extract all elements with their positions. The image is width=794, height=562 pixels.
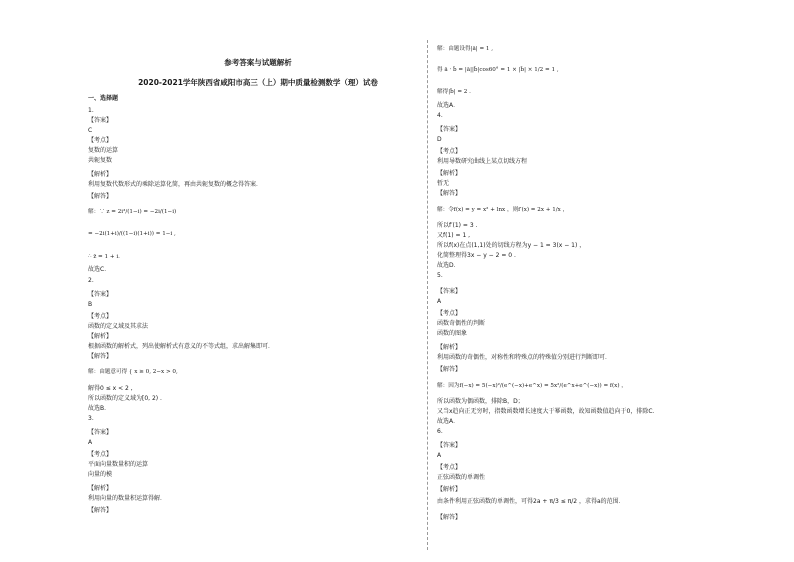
text-line: 化简整理得3x − y − 2 = 0 . bbox=[437, 252, 516, 259]
page-subtitle: 2020-2021学年陕西省咸阳市高三（上）期中质量检测数学（理）试卷 bbox=[138, 78, 378, 87]
text-line: 【答案】 bbox=[437, 126, 462, 133]
text-line: 函数奇偶性的判断 bbox=[437, 320, 486, 327]
text-line: 解：∵ z = 2i³/(1−i) = −2i/(1−i) bbox=[88, 209, 177, 215]
text-line: 所以函数的定义域为[0, 2) . bbox=[88, 395, 162, 402]
text-line: = −2i(1+i)/((1−i)(1+i)) = 1−i , bbox=[88, 231, 176, 237]
text-line: 解：由题设得|ā| = 1 , bbox=[437, 46, 494, 52]
text-line: 复数的运算 bbox=[88, 147, 119, 154]
text-line: 由条件利用正弦函数的单调性，可得2a + π/3 ≤ π/2 ，求得a的范围． bbox=[437, 498, 625, 505]
text-line: 共轭复数 bbox=[88, 157, 113, 164]
text-line: 故选B． bbox=[88, 405, 111, 412]
text-line: 【解答】 bbox=[437, 514, 462, 521]
text-line: 5. bbox=[437, 272, 443, 279]
text-line: A bbox=[437, 298, 442, 305]
text-line: 向量的模 bbox=[88, 471, 113, 478]
text-line: 又当x趋向正无穷时，指数函数增长速度大于幂函数，故知函数值趋向于0，排除C． bbox=[437, 408, 659, 415]
text-line: 【考点】 bbox=[88, 137, 113, 144]
text-line: 故选D． bbox=[437, 262, 460, 269]
text-line: C bbox=[88, 127, 93, 134]
text-line: 所以函数为偶函数，排除B，D； bbox=[437, 398, 524, 405]
text-line: 【解析】 bbox=[88, 485, 113, 492]
text-line: 【考点】 bbox=[437, 464, 462, 471]
text-line: 函数的定义域及其求法 bbox=[88, 323, 149, 330]
text-line: 【答案】 bbox=[437, 442, 462, 449]
text-line: A bbox=[437, 452, 442, 459]
text-line: 【解答】 bbox=[437, 366, 462, 373]
text-line: 【解析】 bbox=[437, 486, 462, 493]
text-line: 故选A． bbox=[437, 418, 460, 425]
text-line: 3. bbox=[88, 415, 94, 422]
text-line: 6. bbox=[437, 428, 443, 435]
text-line: 【解析】 bbox=[88, 333, 113, 340]
text-line: 【解析】 bbox=[437, 170, 462, 177]
text-line: 解：令f(x) = y = x² + lnx ，则f′(x) = 2x + 1/x ， bbox=[437, 207, 569, 213]
text-line: 【考点】 bbox=[437, 148, 462, 155]
text-line: 又f(1) = 1 , bbox=[437, 232, 471, 239]
text-line: 得 ā · b̄ = |ā||b̄|cos60° = 1 × |b̄| × 1/2 = 1 , bbox=[437, 67, 559, 73]
text-line: 利用向量的数量积运算得解． bbox=[88, 495, 167, 502]
text-line: 【答案】 bbox=[88, 117, 113, 124]
text-line: B bbox=[88, 301, 93, 308]
text-line: 暂无 bbox=[437, 180, 450, 187]
text-line: 【解析】 bbox=[88, 171, 113, 178]
text-line: 解得0 ≤ x < 2 , bbox=[88, 385, 133, 392]
text-line: 2. bbox=[88, 277, 94, 284]
text-line: 正弦函数的单调性 bbox=[437, 474, 486, 481]
text-line: 利用复数代数形式的乘除运算化简，再由共轭复数的概念得答案． bbox=[88, 181, 263, 188]
text-line: 【解答】 bbox=[88, 353, 113, 360]
text-line: 【解答】 bbox=[88, 193, 113, 200]
text-line: 平面向量数量积的运算 bbox=[88, 461, 149, 468]
text-line: 【答案】 bbox=[437, 288, 462, 295]
text-line: 故选C． bbox=[88, 266, 111, 273]
text-line: 一、选择题 bbox=[88, 95, 119, 102]
text-line: ∴ z̄ = 1 + i． bbox=[88, 254, 124, 260]
text-line: 4. bbox=[437, 112, 443, 119]
column-divider bbox=[427, 40, 428, 550]
text-line: 函数的图象 bbox=[437, 330, 468, 337]
text-line: 解：由题意可得 { x ≥ 0, 2−x > 0, bbox=[88, 369, 178, 375]
text-line: 利用导数研究曲线上某点切线方程 bbox=[437, 158, 528, 165]
text-line: A bbox=[88, 439, 93, 446]
text-line: D bbox=[437, 136, 442, 143]
text-line: 根据函数的解析式，列出使解析式有意义的不等式组，求出解集即可． bbox=[88, 343, 275, 350]
text-line: 利用函数的奇偶性，对称性和特殊点的特殊值分别进行判断即可． bbox=[437, 354, 612, 361]
text-line: 所以f(x)在点(1,1)处的切线方程为y − 1 = 3(x − 1) ， bbox=[437, 242, 586, 249]
text-line: 故选A． bbox=[437, 102, 460, 109]
text-line: 【考点】 bbox=[88, 313, 113, 320]
text-line: 【解答】 bbox=[88, 507, 113, 514]
page-title: 参考答案与试题解析 bbox=[224, 58, 292, 67]
text-line: 【解析】 bbox=[437, 344, 462, 351]
text-line: 【答案】 bbox=[88, 291, 113, 298]
text-line: 解得|b̄| = 2 . bbox=[437, 89, 471, 95]
text-line: 所以f′(1) = 3 . bbox=[437, 222, 478, 229]
text-line: 1. bbox=[88, 107, 94, 114]
text-line: 【考点】 bbox=[437, 310, 462, 317]
text-line: 【解答】 bbox=[437, 190, 462, 197]
text-line: 解：因为f(−x) = 5(−x)²/(e^(−x)+e^x) = 5x²/(e^x+e^(−x)) = f(x) ， bbox=[437, 383, 627, 389]
text-line: 【考点】 bbox=[88, 451, 113, 458]
text-line: 【答案】 bbox=[88, 429, 113, 436]
